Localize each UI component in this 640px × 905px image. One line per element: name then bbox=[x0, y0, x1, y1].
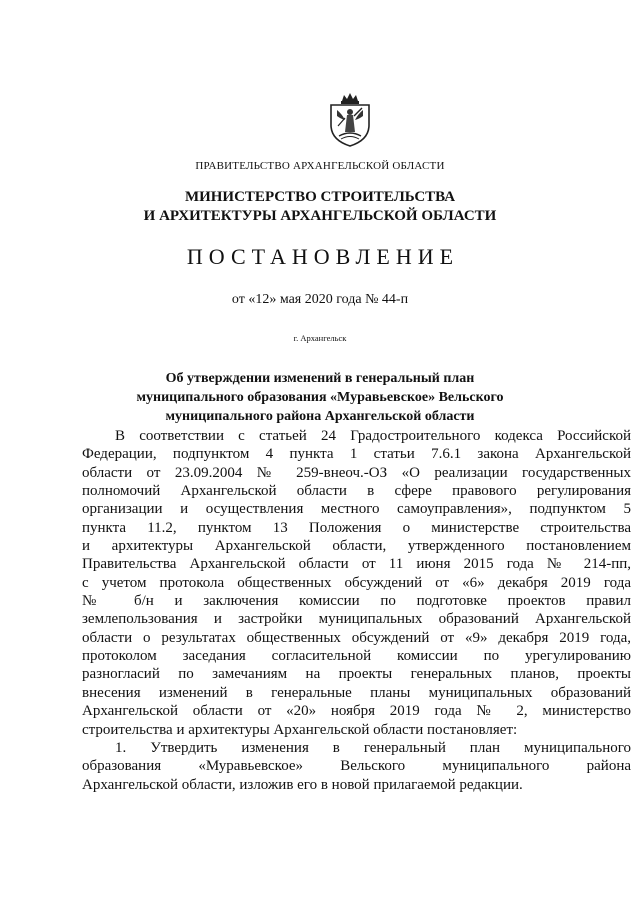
text-line: 1. Утвердить изменения в генеральный план муниципального bbox=[115, 739, 631, 756]
date-number: от «12» мая 2020 года № 44-п bbox=[231, 292, 409, 307]
subject-line: муниципального образования «Муравьевское» Вельского bbox=[136, 390, 504, 405]
text-line: № б/н и заключения комиссии по подготовке проектов правил bbox=[82, 593, 631, 610]
text-line: полномочий Архангельской области в сфере правового регулирования bbox=[82, 483, 631, 500]
text-line: В соответствии с статьей 24 Градостроительного кодекса Российской bbox=[115, 428, 631, 444]
text-line: области о результатах общественных обсуждений от «9» декабря 2019 года, bbox=[82, 629, 631, 646]
ministry-title bbox=[0, 188, 640, 226]
text-line: разногласий по замечаниям на проекты генеральных планов, проекты bbox=[82, 666, 631, 683]
text-line: Архангельской области, изложив его в новой прилагаемой редакции. bbox=[82, 776, 523, 793]
city-name: г. Архангельск bbox=[293, 333, 347, 343]
text-line: Правительства Архангельской области от 11 июня 2015 года № 214-пп, bbox=[82, 556, 631, 573]
paragraph-item-1 bbox=[82, 739, 631, 794]
document-type: ПОСТАНОВЛЕНИЕ bbox=[186, 244, 460, 269]
subject-line: Об утверждении изменений в генеральный план bbox=[165, 371, 475, 386]
text-line: образования «Муравьевское» Вельского муниципального района bbox=[82, 758, 631, 775]
coat-of-arms-icon bbox=[327, 92, 373, 148]
document-body bbox=[82, 427, 631, 794]
subject-line: муниципального района Архангельской области bbox=[165, 409, 475, 424]
ministry-title-line: И АРХИТЕКТУРЫ АРХАНГЕЛЬСКОЙ ОБЛАСТИ bbox=[143, 208, 497, 224]
text-line: области от 23.09.2004 № 259-внеоч.-ОЗ «О реализации государственных bbox=[82, 464, 631, 481]
text-line: строительства и архитектуры Архангельской области постановляет: bbox=[82, 721, 518, 738]
text-line: Федерации, подпунктом 4 пункта 1 статьи 7.6.1 закона Архангельской bbox=[82, 446, 631, 463]
ministry-title-line: МИНИСТЕРСТВО СТРОИТЕЛЬСТВА bbox=[184, 189, 456, 205]
text-line: пункта 11.2, пунктом 13 Положения о министерстве строительства bbox=[82, 519, 631, 536]
text-line: протоколом заседания согласительной комиссии по урегулированию bbox=[82, 648, 631, 665]
text-line: внесения изменений в генеральные планы муниципальных образований bbox=[82, 684, 631, 701]
text-line: землепользования и застройки муниципальных образований Архангельской bbox=[82, 611, 631, 628]
government-title: ПРАВИТЕЛЬСТВО АРХАНГЕЛЬСКОЙ ОБЛАСТИ bbox=[195, 160, 445, 172]
text-line: Архангельской области от «20» ноября 2019 года № 2, министерство bbox=[82, 703, 631, 720]
text-line: и архитектуры Архангельской области, утвержденного постановлением bbox=[82, 538, 631, 555]
document-subject bbox=[0, 369, 640, 426]
text-line: с учетом протокола общественных обсуждений от «6» декабря 2019 года bbox=[82, 574, 631, 591]
paragraph-preamble bbox=[82, 427, 631, 739]
text-line: организации и осуществления местного самоуправления», подпунктом 5 bbox=[82, 501, 631, 518]
